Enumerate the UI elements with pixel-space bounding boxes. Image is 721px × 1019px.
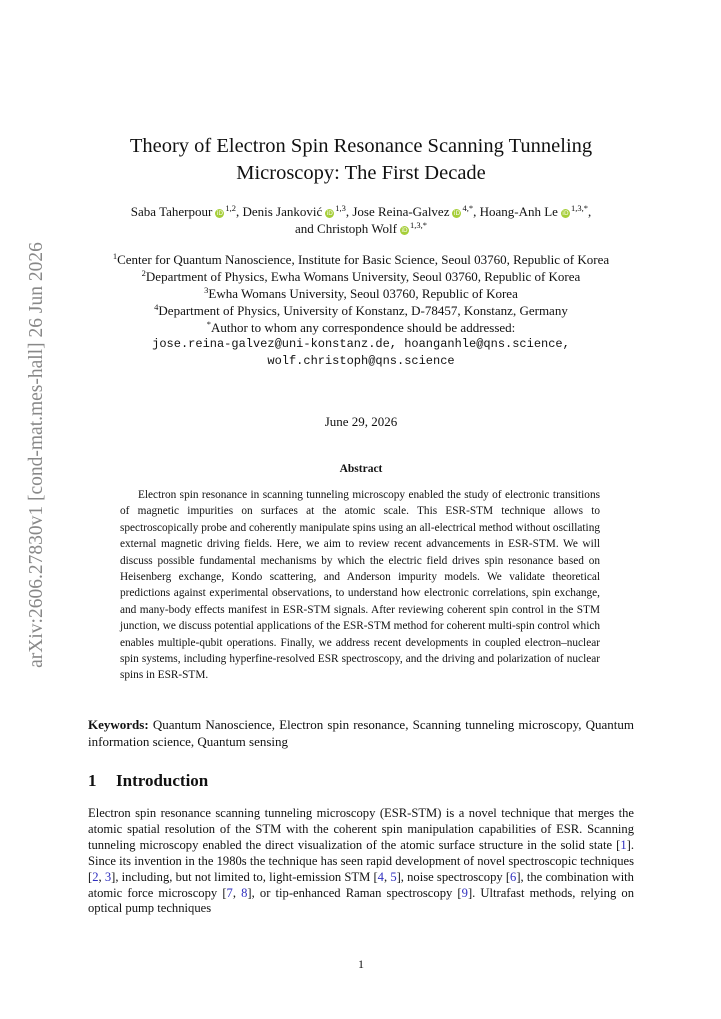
orcid-icon[interactable]: iD (562, 210, 569, 217)
orcid-icon[interactable]: iD (453, 210, 461, 217)
intro-text: ]. Since its invention in the 1980s the technique has seen rapid development of novel spectroscopic techniques [ (88, 837, 634, 884)
keywords (88, 717, 634, 750)
intro-text: , (383, 869, 391, 884)
keywords-text: Quantum Nanoscience, Electron spin resonance, Scanning tunneling microscopy, Quantum information science, Quantum sensing (88, 717, 635, 749)
abstract-body: Electron spin resonance in scanning tunneling microscopy enabled the study of electronic transitions of magnetic impurities on surfaces at the atomic scale. This ESR-STM technique allows to spectroscopically probe and coherently manipulate spins using an all-electrical method without oscillating external magnetic driving fields. Here, we aim to review recent advancements in ESR-STM. We will discuss possible fundamental mechanisms by which the electric field drives spin resonance based on Heisenberg exchange, Kondo scattering, and Anderson impurity models. We validate theoretical predictions against experimental observations, to understand how electronic correlations, spin exchange, and many-body effects manifest in ESR-STM signals. After reviewing coherent spin control in the STM junction, we discuss potential applications of the ESR-STM method for coherent multi-spin control which enables multiple-qubit operations. Finally, we address recent developments in coupled electron–nuclear spin systems, including hyperfine-resolved ESR spectroscopy, and the driving and polarization of nuclear spins in ESR-STM. (120, 489, 600, 682)
title-line-1: Theory of Electron Spin Resonance Scanning Tunneling (129, 135, 593, 157)
intro-paragraph (88, 806, 634, 917)
arxiv-stamp: arXiv:2606.27830v1 [cond-mat.mes-hall] 26 Jun 2026 (26, 242, 47, 668)
citation-link[interactable]: 8 (241, 885, 248, 900)
affiliation-1: $^1$Center for Quantum Nanoscience, Institute for Basic Science, Seoul 03760, Republic of Korea (112, 251, 610, 267)
keywords-label: Keywords: (88, 717, 149, 732)
citation-link[interactable]: 3 (104, 869, 112, 884)
intro-text: ], noise spectroscopy [ (396, 869, 511, 884)
affiliation-2: $^2$Department of Physics, Ewha Womans University, Seoul 03760, Republic of Korea (141, 268, 581, 284)
email-line-2[interactable]: wolf.christoph@qns.science (267, 354, 455, 368)
page-number: 1 (358, 957, 364, 971)
author-list (88, 203, 634, 237)
intro-text: ]. Ultrafast methods, relying on optical pump techniques (88, 885, 635, 916)
citation-link[interactable]: 1 (620, 837, 627, 852)
publication-date: June 29, 2026 (324, 414, 398, 429)
section-number: 1 (88, 771, 97, 790)
citation-link[interactable]: 9 (461, 885, 468, 900)
orcid-icon[interactable]: iD (401, 227, 408, 234)
orcid-icon[interactable]: iD (216, 210, 223, 217)
intro-text: , (98, 869, 105, 884)
author-line-1: Saba Taherpour iD$^{1,2}$, Denis Janković iD$^{1,3}$, Jose Reina-Galvez $iD^{4,*}$, Hoang-Anh Le $iD^{1,3,*}$, (130, 203, 592, 219)
author-name: Jose Reina-Galvez (352, 204, 450, 219)
affiliation-3: $^3$Ewha Womans University, Seoul 03760, Republic of Korea (204, 285, 518, 301)
correspondence-note: *Author to whom any correspondence should be addressed: (206, 319, 516, 335)
author-name: and Christoph Wolf (295, 221, 397, 236)
author-name: Denis Janković (242, 204, 323, 219)
citation-link[interactable]: 6 (510, 869, 517, 884)
affiliation-4: $^4$Department of Physics, University of Konstanz, D-78457, Konstanz, Germany (154, 302, 568, 318)
title-line-2: Microscopy: The First Decade (236, 162, 486, 184)
abstract-heading: Abstract (339, 463, 383, 475)
email-line-1[interactable]: jose.reina-galvez@uni-konstanz.de, hoanganhle@qns.science, (152, 337, 570, 351)
section-title: Introduction (116, 771, 209, 790)
paper-title (88, 133, 634, 187)
author-name: Hoang-Anh Le (479, 204, 558, 219)
citation-link[interactable]: 5 (390, 869, 397, 884)
intro-text: ], including, but not limited to, light-emission STM [ (111, 869, 378, 884)
intro-text: ], or tip-enhanced Raman spectroscopy [ (247, 885, 462, 900)
affiliations (88, 251, 634, 370)
citation-link[interactable]: 2 (92, 869, 99, 884)
orcid-icon[interactable]: iD (326, 210, 333, 217)
citation-link[interactable]: 4 (377, 869, 384, 884)
author-name: Saba Taherpour (130, 204, 213, 219)
author-line-2: and Christoph Wolf $iD^{1,3,*}$ (295, 220, 427, 236)
intro-text: ], the combination with atomic force microscopy [ (88, 869, 634, 900)
section-heading (88, 771, 634, 791)
citation-link[interactable]: 7 (226, 885, 233, 900)
intro-text: , (232, 885, 242, 900)
intro-text: Electron spin resonance scanning tunneling microscopy (ESR-STM) is a novel technique that merges the atomic spatial resolution of the STM with the coherent spin manipulation capabilities of ESR. Scanning tunneling microscopy enabled the direct visualization of the atomic surface structure in the solid state [ (88, 806, 634, 852)
